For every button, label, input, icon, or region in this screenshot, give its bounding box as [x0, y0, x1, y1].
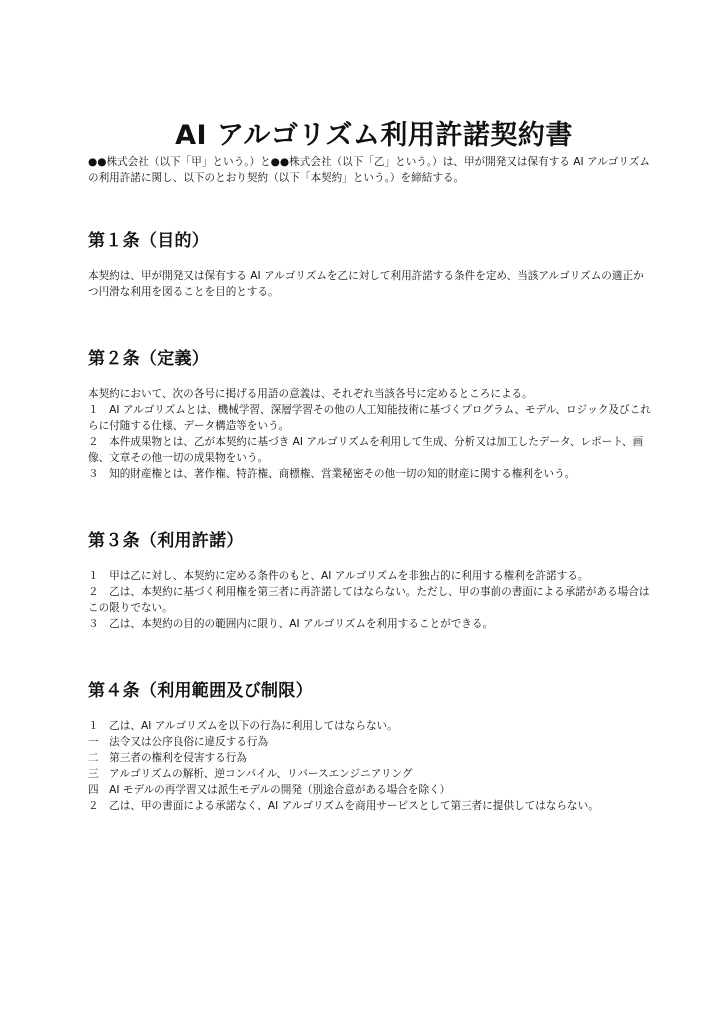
article-heading: 第２条（定義） [88, 349, 210, 369]
article-paragraph: ３ 知的財産権とは、著作権、特許権、商標権、営業秘密その他一切の知的財産に関する権利をいう。 [88, 468, 576, 480]
article-paragraph: 本契約は、甲が開発又は保有する AI アルゴリズムを乙に対して利用許諾する条件を定め、当該アルゴリズムの適正かつ円滑な利用を図ることを目的とする。 [88, 270, 644, 298]
document-title: AI アルゴリズム利用許諾契約書 [175, 120, 573, 151]
article-subitem: 四 AI モデルの再学習又は派生モデルの開発（別途合意がある場合を除く） [88, 784, 451, 796]
article-heading: 第３条（利用許諾） [88, 531, 244, 551]
article-paragraph: 本契約において、次の各号に掲げる用語の意義は、それぞれ当該各号に定めるところによる。 [88, 388, 533, 400]
article-2 [88, 348, 654, 482]
article-paragraph: ３ 乙は、本契約の目的の範囲内に限り、AI アルゴリズムを利用することができる。 [88, 618, 494, 630]
article-paragraph: １ 乙は、AI アルゴリズムを以下の行為に利用してはならない。 [88, 720, 398, 732]
article-body [88, 568, 654, 632]
article-body [88, 268, 654, 300]
article-subitem: 二 第三者の権利を侵害する行為 [88, 752, 247, 764]
article-subitem: 三 アルゴリズムの解析、逆コンパイル、リバースエンジニアリング [88, 768, 413, 780]
article-body [88, 718, 654, 814]
article-paragraph: ２ 本件成果物とは、乙が本契約に基づき AI アルゴリズムを利用して生成、分析又は加工したデータ、レポート、画像、文章その他一切の成果物をいう。 [88, 436, 644, 464]
preamble-paragraph: ●●株式会社（以下「甲」という。）と●●株式会社（以下「乙」という。）は、甲が開発又は保有する AI アルゴリズムの利用許諾に関し、以下のとおり契約（以下「本契約」という。）を締結する。 [88, 156, 650, 184]
article-4 [88, 680, 654, 814]
article-3 [88, 530, 654, 632]
article-heading: 第１条（目的） [88, 231, 210, 251]
article-paragraph: ２ 乙は、本契約に基づく利用権を第三者に再許諾してはならない。ただし、甲の事前の書面による承諾がある場合はこの限りでない。 [88, 586, 650, 614]
article-paragraph: ２ 乙は、甲の書面による承諾なく、AI アルゴリズムを商用サービスとして第三者に提供してはならない。 [88, 800, 599, 812]
article-subitem: 一 法令又は公序良俗に違反する行為 [88, 736, 269, 748]
article-1 [88, 230, 654, 300]
article-paragraph: １ 甲は乙に対し、本契約に定める条件のもと、AI アルゴリズムを非独占的に利用する権利を許諾する。 [88, 570, 589, 582]
article-body [88, 386, 654, 482]
article-heading: 第４条（利用範囲及び制限） [88, 681, 313, 701]
article-paragraph: １ AI アルゴリズムとは、機械学習、深層学習その他の人工知能技術に基づくプログラム、モデル、ロジック及びこれらに付随する仕様、データ構造等をいう。 [88, 404, 651, 432]
